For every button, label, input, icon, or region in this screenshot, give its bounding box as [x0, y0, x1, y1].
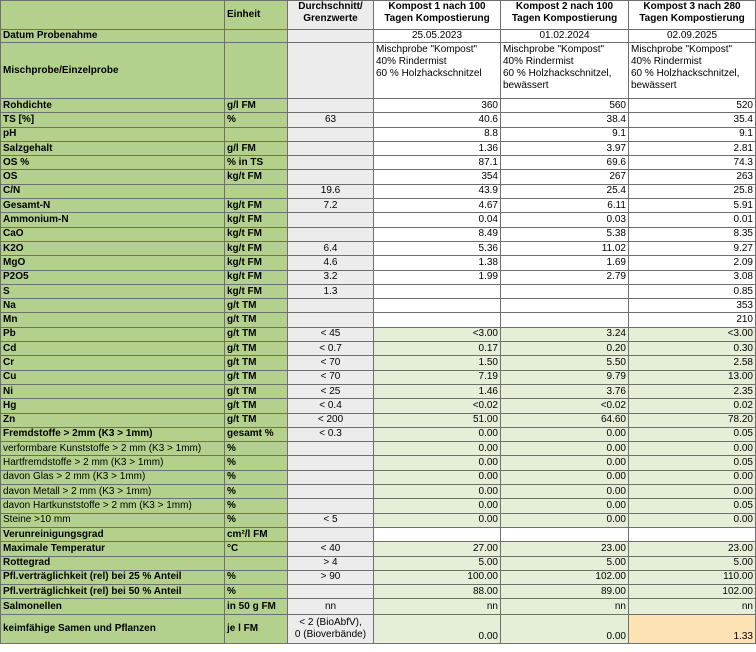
row-label: Verunreinigungsgrad: [1, 527, 225, 541]
row-limit: [288, 470, 374, 484]
row-unit: in 50 g FM: [225, 599, 288, 615]
row-unit: g/t TM: [225, 370, 288, 384]
row-value-1: 87.1: [374, 156, 501, 170]
row-limit-line-2: 0 (Bioverbände): [294, 629, 367, 641]
data-row: [1, 199, 756, 213]
row-value-1: 354: [374, 170, 501, 184]
row-limit: [288, 527, 374, 541]
row-unit: g/l FM: [225, 99, 288, 113]
row-limit: [288, 615, 374, 644]
row-value-2: [501, 284, 629, 298]
row-unit: g/t TM: [225, 399, 288, 413]
row-value-2: 560: [501, 99, 629, 113]
data-row: [1, 342, 756, 356]
row-value-1: 8.8: [374, 127, 501, 141]
row-value-1: 0.00: [374, 615, 501, 644]
row-value-1: 0.00: [374, 427, 501, 441]
row-value-3: 0.00: [629, 513, 756, 527]
data-row: [1, 556, 756, 570]
row-value-3: 210: [629, 313, 756, 327]
data-row: [1, 213, 756, 227]
row-label: K2O: [1, 241, 225, 255]
data-row: [1, 313, 756, 327]
row-label: Cu: [1, 370, 225, 384]
data-row: [1, 384, 756, 398]
row-value-3: <3.00: [629, 327, 756, 341]
data-row: [1, 370, 756, 384]
row-label: Pfl.verträglichkeit (rel) bei 25 % Anteil: [1, 570, 225, 584]
data-row: [1, 356, 756, 370]
row-value-2: 0.00: [501, 442, 629, 456]
row-value-1: 0.00: [374, 456, 501, 470]
row-value-2: 11.02: [501, 241, 629, 255]
data-row: [1, 156, 756, 170]
row-value-1: 1.36: [374, 141, 501, 155]
row-label: Ammonium-N: [1, 213, 225, 227]
row-label: Mn: [1, 313, 225, 327]
row-unit: g/t TM: [225, 327, 288, 341]
row-value-3: 0.00: [629, 442, 756, 456]
sample-unit: [225, 43, 288, 99]
row-value-3: 0.85: [629, 284, 756, 298]
row-value-2: [501, 313, 629, 327]
data-row: [1, 527, 756, 541]
row-value-1: <3.00: [374, 327, 501, 341]
row-limit: < 70: [288, 370, 374, 384]
row-value-3: 0.05: [629, 456, 756, 470]
data-row: [1, 141, 756, 155]
row-value-3: 0.30: [629, 342, 756, 356]
row-value-2: 3.97: [501, 141, 629, 155]
row-value-2: 2.79: [501, 270, 629, 284]
row-value-3: 74.3: [629, 156, 756, 170]
row-unit: %: [225, 585, 288, 599]
row-value-2: 0.00: [501, 499, 629, 513]
row-unit: [225, 184, 288, 198]
row-limit: 7.2: [288, 199, 374, 213]
row-value-1: [374, 527, 501, 541]
row-unit: g/t TM: [225, 413, 288, 427]
data-row: [1, 327, 756, 341]
row-value-2: 64.60: [501, 413, 629, 427]
row-value-3: 2.35: [629, 384, 756, 398]
row-label: Maximale Temperatur: [1, 542, 225, 556]
row-value-2: 69.6: [501, 156, 629, 170]
row-value-3: 2.81: [629, 141, 756, 155]
row-unit: °C: [225, 542, 288, 556]
row-value-1: 43.9: [374, 184, 501, 198]
data-row: [1, 599, 756, 615]
row-value-3: 0.02: [629, 399, 756, 413]
data-row: [1, 227, 756, 241]
row-value-3: 0.00: [629, 485, 756, 499]
date-unit: [225, 30, 288, 43]
row-value-3: 353: [629, 299, 756, 313]
data-row: [1, 413, 756, 427]
data-row: [1, 542, 756, 556]
row-unit: [225, 556, 288, 570]
row-value-3: 1.33: [629, 615, 756, 644]
row-value-3: 13.00: [629, 370, 756, 384]
data-row: [1, 585, 756, 599]
row-value-3: 0.05: [629, 427, 756, 441]
row-limit: [288, 299, 374, 313]
row-value-2: 3.76: [501, 384, 629, 398]
row-value-2: 0.00: [501, 513, 629, 527]
row-label: Cd: [1, 342, 225, 356]
row-value-3: 23.00: [629, 542, 756, 556]
row-label: Gesamt-N: [1, 199, 225, 213]
row-value-1: 100.00: [374, 570, 501, 584]
row-unit: g/t TM: [225, 356, 288, 370]
row-label: verformbare Kunststoffe > 2 mm (K3 > 1mm): [1, 442, 225, 456]
sample-label: Mischprobe/Einzelprobe: [1, 43, 225, 99]
data-row: [1, 442, 756, 456]
row-unit: %: [225, 442, 288, 456]
row-label: Pb: [1, 327, 225, 341]
row-limit: [288, 156, 374, 170]
row-unit: %: [225, 570, 288, 584]
sample-desc-2: Mischprobe "Kompost" 40% Rindermist 60 % Holzhackschnitzel, bewässert: [501, 43, 629, 99]
row-label: P2O5: [1, 270, 225, 284]
row-value-3: [629, 527, 756, 541]
row-label: OS: [1, 170, 225, 184]
row-value-2: 0.00: [501, 456, 629, 470]
row-value-2: nn: [501, 599, 629, 615]
row-label: Na: [1, 299, 225, 313]
row-label: davon Hartkunststoffe > 2 mm (K3 > 1mm): [1, 499, 225, 513]
row-value-2: 3.24: [501, 327, 629, 341]
data-row: [1, 299, 756, 313]
header-limits: Durchschnitt/ Grenzwerte: [288, 1, 374, 30]
row-limit: < 200: [288, 413, 374, 427]
row-unit: kg/t FM: [225, 227, 288, 241]
data-row: [1, 241, 756, 255]
data-row: [1, 499, 756, 513]
row-value-2: 0.00: [501, 470, 629, 484]
row-label: Rottegrad: [1, 556, 225, 570]
row-value-1: 7.19: [374, 370, 501, 384]
row-value-2: 0.20: [501, 342, 629, 356]
row-value-2: 23.00: [501, 542, 629, 556]
row-value-2: 267: [501, 170, 629, 184]
row-unit: [225, 127, 288, 141]
date-label: Datum Probenahme: [1, 30, 225, 43]
date-sample-2: 01.02.2024: [501, 30, 629, 43]
row-value-2: 89.00: [501, 585, 629, 599]
row-value-2: 5.50: [501, 356, 629, 370]
data-row: [1, 170, 756, 184]
data-row: [1, 427, 756, 441]
row-unit: %: [225, 485, 288, 499]
row-unit: gesamt %: [225, 427, 288, 441]
row-limit-line-1: < 2 (BioAbfV),: [299, 617, 362, 629]
row-unit: %: [225, 499, 288, 513]
header-sample-1: Kompost 1 nach 100 Tagen Kompostierung: [374, 1, 501, 30]
row-value-3: 0.05: [629, 499, 756, 513]
sample-desc-3: Mischprobe "Kompost" 40% Rindermist 60 % Holzhackschnitzel, bewässert: [629, 43, 756, 99]
row-label: Hg: [1, 399, 225, 413]
row-value-2: 102.00: [501, 570, 629, 584]
row-value-1: 5.36: [374, 241, 501, 255]
row-value-2: [501, 527, 629, 541]
row-value-3: 35.4: [629, 113, 756, 127]
header-row: [1, 1, 756, 30]
row-limit: [288, 442, 374, 456]
row-unit: %: [225, 456, 288, 470]
row-unit: %: [225, 470, 288, 484]
row-label: MgO: [1, 256, 225, 270]
row-limit: [288, 485, 374, 499]
row-label: TS [%]: [1, 113, 225, 127]
row-value-1: 0.00: [374, 499, 501, 513]
row-value-1: 4.67: [374, 199, 501, 213]
row-limit: 1.3: [288, 284, 374, 298]
row-value-2: 5.00: [501, 556, 629, 570]
row-unit: g/l FM: [225, 141, 288, 155]
data-row: [1, 456, 756, 470]
row-limit: [288, 213, 374, 227]
row-value-2: 0.03: [501, 213, 629, 227]
sample-desc-1: Mischprobe "Kompost" 40% Rindermist 60 % Holzhackschnitzel: [374, 43, 501, 99]
row-value-2: 9.79: [501, 370, 629, 384]
header-unit: Einheit: [225, 1, 288, 30]
row-unit: kg/t FM: [225, 213, 288, 227]
date-sample-3: 02.09.2025: [629, 30, 756, 43]
row-label: pH: [1, 127, 225, 141]
row-limit: < 45: [288, 327, 374, 341]
row-value-3: 263: [629, 170, 756, 184]
data-row: [1, 184, 756, 198]
row-value-3: nn: [629, 599, 756, 615]
row-value-1: [374, 299, 501, 313]
row-label: Salmonellen: [1, 599, 225, 615]
row-value-1: 1.99: [374, 270, 501, 284]
row-value-1: 360: [374, 99, 501, 113]
row-value-2: <0.02: [501, 399, 629, 413]
data-row: [1, 270, 756, 284]
row-label: Steine >10 mm: [1, 513, 225, 527]
row-label: OS %: [1, 156, 225, 170]
row-limit: [288, 99, 374, 113]
data-row: [1, 570, 756, 584]
data-row: [1, 99, 756, 113]
row-limit: [288, 313, 374, 327]
row-label: S: [1, 284, 225, 298]
row-value-1: 51.00: [374, 413, 501, 427]
sample-row: [1, 43, 756, 99]
row-limit: < 70: [288, 356, 374, 370]
row-unit: je l FM: [225, 615, 288, 644]
row-unit: g/t TM: [225, 384, 288, 398]
data-row: [1, 284, 756, 298]
row-value-2: [501, 299, 629, 313]
row-limit: < 25: [288, 384, 374, 398]
row-limit: 4.6: [288, 256, 374, 270]
row-value-1: 0.00: [374, 513, 501, 527]
row-limit: [288, 456, 374, 470]
row-value-3: 5.00: [629, 556, 756, 570]
row-limit: [288, 141, 374, 155]
row-limit: 6.4: [288, 241, 374, 255]
row-limit: < 5: [288, 513, 374, 527]
row-limit: [288, 585, 374, 599]
row-value-3: 8.35: [629, 227, 756, 241]
data-row: [1, 470, 756, 484]
row-value-3: 0.01: [629, 213, 756, 227]
row-unit: kg/t FM: [225, 270, 288, 284]
row-unit: g/t TM: [225, 342, 288, 356]
row-limit: [288, 499, 374, 513]
row-value-2: 0.00: [501, 427, 629, 441]
row-value-1: 0.00: [374, 470, 501, 484]
header-sample-2: Kompost 2 nach 100 Tagen Kompostierung: [501, 1, 629, 30]
row-limit: < 40: [288, 542, 374, 556]
data-row: [1, 399, 756, 413]
row-limit: [288, 227, 374, 241]
row-value-3: 3.08: [629, 270, 756, 284]
row-limit: nn: [288, 599, 374, 615]
row-value-1: 88.00: [374, 585, 501, 599]
data-row: [1, 485, 756, 499]
row-label: Fremdstoffe > 2mm (K3 > 1mm): [1, 427, 225, 441]
row-value-3: 9.1: [629, 127, 756, 141]
row-value-3: 25.8: [629, 184, 756, 198]
row-limit: > 90: [288, 570, 374, 584]
row-value-2: 25.4: [501, 184, 629, 198]
row-value-3: 9.27: [629, 241, 756, 255]
row-label: Zn: [1, 413, 225, 427]
row-unit: %: [225, 513, 288, 527]
header-label-cell: [1, 1, 225, 30]
row-limit: 3.2: [288, 270, 374, 284]
row-unit: kg/t FM: [225, 241, 288, 255]
row-label: Salzgehalt: [1, 141, 225, 155]
row-unit: g/t TM: [225, 313, 288, 327]
last-row: [1, 615, 756, 644]
row-value-1: <0.02: [374, 399, 501, 413]
header-sample-3: Kompost 3 nach 280 Tagen Kompostierung: [629, 1, 756, 30]
row-label: keimfähige Samen und Pflanzen: [1, 615, 225, 644]
row-label: Hartfremdstoffe > 2 mm (K3 > 1mm): [1, 456, 225, 470]
row-limit: [288, 170, 374, 184]
row-value-2: 1.69: [501, 256, 629, 270]
row-value-1: 40.6: [374, 113, 501, 127]
row-value-3: 78.20: [629, 413, 756, 427]
row-value-2: 0.00: [501, 485, 629, 499]
data-row: [1, 256, 756, 270]
row-limit: < 0.4: [288, 399, 374, 413]
row-value-1: 0.04: [374, 213, 501, 227]
row-label: Cr: [1, 356, 225, 370]
row-unit: % in TS: [225, 156, 288, 170]
row-unit: kg/t FM: [225, 256, 288, 270]
row-value-1: 0.00: [374, 485, 501, 499]
date-limit: [288, 30, 374, 43]
row-unit: cm²/l FM: [225, 527, 288, 541]
date-sample-1: 25.05.2023: [374, 30, 501, 43]
row-unit: kg/t FM: [225, 284, 288, 298]
row-label: C/N: [1, 184, 225, 198]
row-value-1: nn: [374, 599, 501, 615]
row-value-2: 5.38: [501, 227, 629, 241]
row-value-3: 102.00: [629, 585, 756, 599]
row-value-3: 0.00: [629, 470, 756, 484]
row-limit: < 0.7: [288, 342, 374, 356]
row-value-3: 2.58: [629, 356, 756, 370]
row-value-3: 110.00: [629, 570, 756, 584]
row-value-1: 27.00: [374, 542, 501, 556]
data-row: [1, 513, 756, 527]
sample-limit: [288, 43, 374, 99]
data-row: [1, 113, 756, 127]
row-value-2: 9.1: [501, 127, 629, 141]
row-value-1: 5.00: [374, 556, 501, 570]
row-value-1: 1.38: [374, 256, 501, 270]
row-value-3: 2.09: [629, 256, 756, 270]
row-unit: kg/t FM: [225, 170, 288, 184]
row-value-2: 6.11: [501, 199, 629, 213]
row-label: Pfl.verträglichkeit (rel) bei 50 % Anteil: [1, 585, 225, 599]
date-row: [1, 30, 756, 43]
row-label: davon Glas > 2 mm (K3 > 1mm): [1, 470, 225, 484]
row-limit: < 0.3: [288, 427, 374, 441]
row-unit: %: [225, 113, 288, 127]
row-value-2: 0.00: [501, 615, 629, 644]
row-limit: 63: [288, 113, 374, 127]
row-value-1: 0.17: [374, 342, 501, 356]
row-label: CaO: [1, 227, 225, 241]
row-value-1: 0.00: [374, 442, 501, 456]
row-value-1: [374, 313, 501, 327]
row-label: davon Metall > 2 mm (K3 > 1mm): [1, 485, 225, 499]
row-value-1: 8.49: [374, 227, 501, 241]
row-value-2: 38.4: [501, 113, 629, 127]
row-value-1: 1.50: [374, 356, 501, 370]
row-value-3: 520: [629, 99, 756, 113]
row-limit: > 4: [288, 556, 374, 570]
row-unit: kg/t FM: [225, 199, 288, 213]
row-label: Rohdichte: [1, 99, 225, 113]
row-value-1: 1.46: [374, 384, 501, 398]
row-value-3: 5.91: [629, 199, 756, 213]
row-limit: [288, 127, 374, 141]
data-row: [1, 127, 756, 141]
row-unit: g/t TM: [225, 299, 288, 313]
row-value-1: [374, 284, 501, 298]
row-label: Ni: [1, 384, 225, 398]
row-limit: 19.6: [288, 184, 374, 198]
